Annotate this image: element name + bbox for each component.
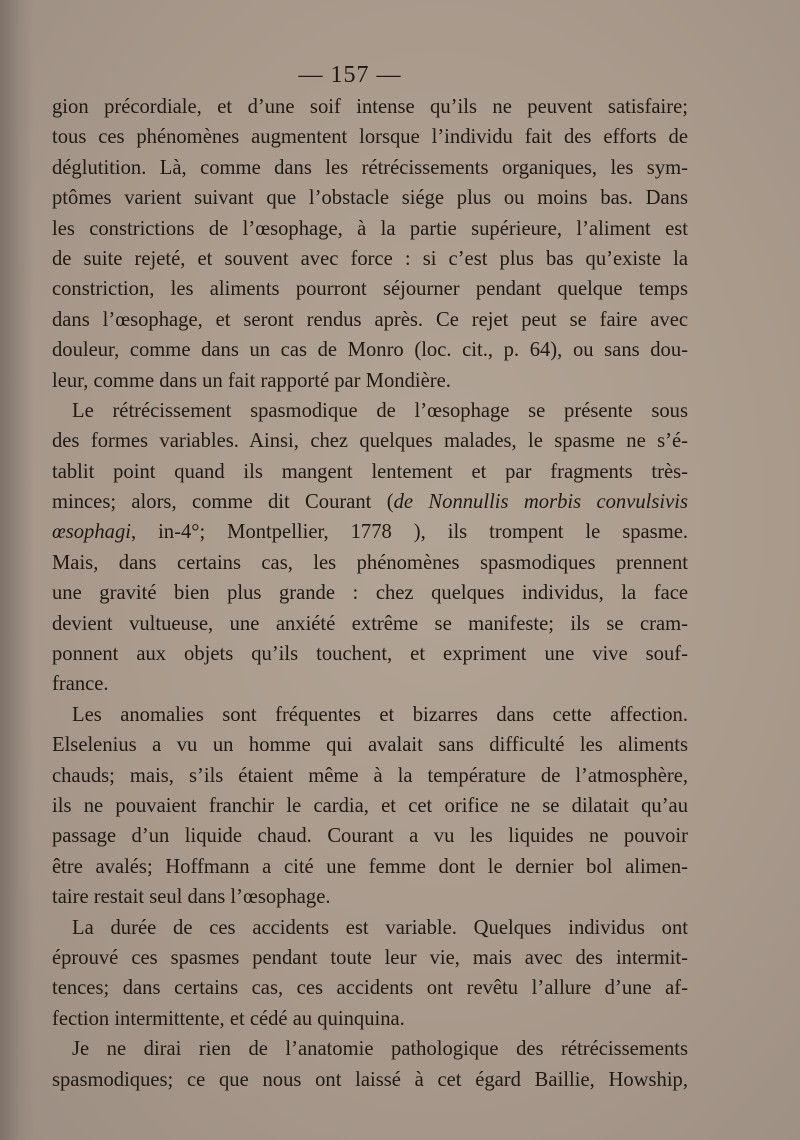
text-line: les constrictions de l’œsophage, à la partie supérieure, l’aliment est bbox=[52, 217, 688, 240]
text-line: tablit point quand ils mangent lentement et par fragments très- bbox=[52, 460, 688, 483]
paragraph-first-line: La durée de ces accidents est variable. Quelques individus ont bbox=[72, 916, 688, 939]
paragraph-first-line: Le rétrécissement spasmodique de l’œsophage se présente sous bbox=[72, 399, 688, 422]
text-line: passage d’un liquide chaud. Courant a vu les liquides ne pouvoir bbox=[52, 825, 688, 848]
text-line: gion précordiale, et d’une soif intense qu’ils ne peuvent satisfaire; bbox=[52, 96, 688, 118]
text-line: spasmodiques; ce que nous ont laissé à cet égard Baillie, Howship, bbox=[52, 1068, 688, 1091]
text-line: de suite rejeté, et souvent avec force : si c’est plus bas qu’existe la bbox=[52, 247, 688, 270]
text-line: ptômes varient suivant que l’obstacle siége plus ou moins bas. Dans bbox=[52, 187, 688, 210]
paragraph-first-line: Les anomalies sont fréquentes et bizarres dans cette affection. bbox=[72, 703, 688, 726]
text-line bbox=[52, 517, 688, 547]
text-line: france. bbox=[52, 673, 109, 696]
text-line: être avalés; Hoffmann a cité une femme dont le dernier bol alimen- bbox=[52, 855, 688, 878]
text-line: des formes variables. Ainsi, chez quelques malades, le spasme ne s’é- bbox=[52, 430, 688, 453]
text-line: fection intermittente, et cédé au quinquina. bbox=[52, 1007, 405, 1030]
body-text bbox=[52, 92, 688, 1095]
text-line: taire restait seul dans l’œsophage. bbox=[52, 886, 331, 909]
text-line: tences; dans certains cas, ces accidents ont revêtu l’allure d’une af- bbox=[52, 977, 688, 1000]
text-segment: , in-4°; Montpellier, 1778 ), ils trompent le spasme. bbox=[130, 521, 688, 544]
text-line: douleur, comme dans un cas de Monro (loc. cit., p. 64), ou sans dou- bbox=[52, 339, 688, 362]
text-segment: minces; alors, comme dit Courant ( bbox=[52, 491, 394, 514]
page-number: — 157 — bbox=[298, 62, 402, 88]
text-line: chauds; mais, s’ils étaient même à la température de l’atmosphère, bbox=[52, 764, 688, 787]
text-line: devient vultueuse, une anxiété extrême se manifeste; ils se cram- bbox=[52, 612, 688, 635]
italic-citation: œsophagi bbox=[52, 521, 131, 544]
binding-shadow bbox=[0, 0, 34, 1140]
text-line: constriction, les aliments pourront séjourner pendant quelque temps bbox=[52, 278, 688, 301]
paragraph-first-line: Je ne dirai rien de l’anatomie pathologique des rétrécissements bbox=[72, 1038, 688, 1061]
text-line: déglutition. Là, comme dans les rétrécissements organiques, les sym- bbox=[52, 156, 688, 179]
text-line: Mais, dans certains cas, les phénomènes spasmodiques prennent bbox=[52, 551, 688, 574]
text-line: une gravité bien plus grande : chez quelques individus, la face bbox=[52, 582, 688, 605]
text-line: Elselenius a vu un homme qui avalait sans difficulté les aliments bbox=[52, 734, 688, 757]
italic-citation: de Nonnullis morbis convulsivis bbox=[393, 491, 688, 514]
text-line: leur, comme dans un fait rapporté par Mondière. bbox=[52, 369, 451, 392]
text-line: éprouvé ces spasmes pendant toute leur vie, mais avec des intermit- bbox=[52, 946, 688, 969]
text-line: ponnent aux objets qu’ils touchent, et expriment une vive souf- bbox=[52, 643, 688, 666]
text-line: tous ces phénomènes augmentent lorsque l’individu fait des efforts de bbox=[52, 126, 688, 149]
text-line: ils ne pouvaient franchir le cardia, et cet orifice ne se dilatait qu’au bbox=[52, 794, 688, 817]
text-line bbox=[52, 487, 688, 517]
text-line: dans l’œsophage, et seront rendus après. Ce rejet peut se faire avec bbox=[52, 308, 688, 331]
